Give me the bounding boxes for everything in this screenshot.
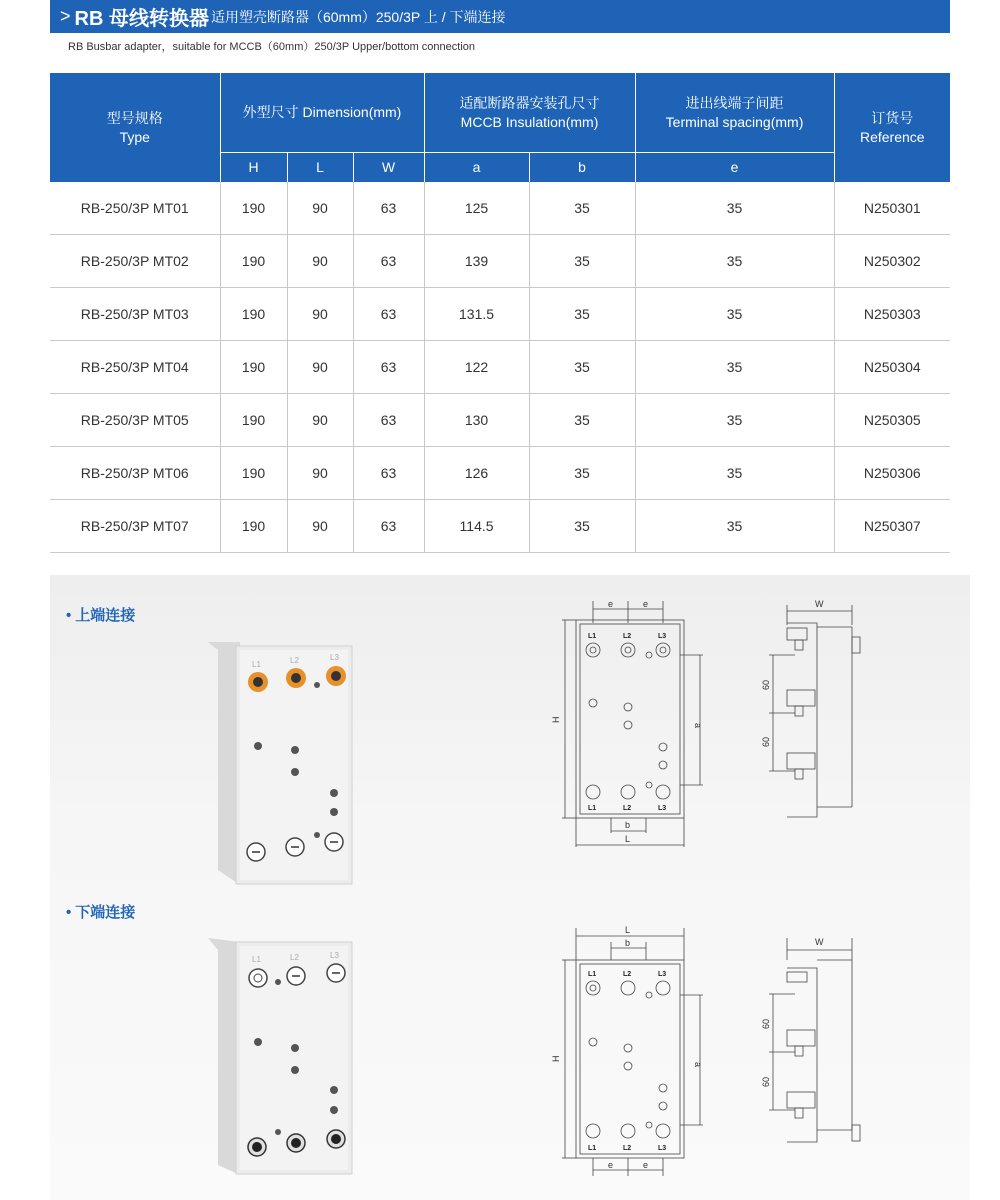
- th-type: [50, 73, 220, 182]
- th-type-en: Type: [119, 128, 150, 145]
- cell-l: 90: [287, 500, 353, 553]
- l1-label: L1: [588, 633, 597, 640]
- terminal-circle-inner: [590, 985, 596, 991]
- cell-b: 35: [529, 394, 635, 447]
- mount-hole: [275, 1129, 281, 1135]
- mount-hole: [291, 1066, 299, 1074]
- terminal-core: [291, 1138, 301, 1148]
- side-outline: [787, 623, 817, 817]
- cell-h: 190: [220, 500, 287, 553]
- cell-e: 35: [635, 182, 834, 235]
- l3-label: L3: [658, 633, 667, 640]
- outline-outer: [576, 620, 684, 818]
- cell-b: 35: [529, 447, 635, 500]
- cell-h: 190: [220, 447, 287, 500]
- dim-l-label: L: [625, 834, 631, 844]
- cell-e: 35: [635, 447, 834, 500]
- render-l1-label: L1: [252, 955, 261, 964]
- th-mccb-cn: 适配断路器安装孔尺寸: [459, 94, 600, 111]
- mount-hole: [659, 1084, 667, 1092]
- table-row: [50, 500, 950, 553]
- cell-e: 35: [635, 394, 834, 447]
- cell-h: 190: [220, 235, 287, 288]
- bullet-dot: •: [66, 904, 72, 921]
- render-l1-label: L1: [252, 660, 261, 669]
- table-row: [50, 341, 950, 394]
- dim-e-label: e: [643, 599, 649, 609]
- l2-label: L2: [623, 971, 632, 978]
- dim-b-label: b: [625, 938, 631, 948]
- cell-h: 190: [220, 394, 287, 447]
- th-terminal-en: Terminal spacing(mm): [665, 113, 804, 130]
- mount-hole: [291, 768, 299, 776]
- mount-hole: [330, 1086, 338, 1094]
- side-clip: [787, 1030, 815, 1046]
- mount-hole: [624, 721, 632, 729]
- cell-h: 190: [220, 341, 287, 394]
- cell-type: RB-250/3P MT07: [50, 500, 220, 553]
- terminal-core: [331, 671, 341, 681]
- mount-hole: [254, 1038, 262, 1046]
- terminal-circle: [656, 1124, 670, 1138]
- header-title-sub: 适用塑壳断路器（60mm）250/3P 上 / 下端连接: [210, 8, 506, 25]
- dim-l-label: L: [625, 925, 631, 935]
- side-tab: [795, 1046, 803, 1056]
- cell-type: RB-250/3P MT05: [50, 394, 220, 447]
- l3-label: L3: [658, 1145, 667, 1152]
- terminal-core: [252, 1142, 262, 1152]
- spec-table-body: [50, 182, 950, 553]
- side-drawing-upper: [755, 595, 865, 825]
- terminal-circle: [586, 643, 600, 657]
- th-dimension: [220, 73, 424, 153]
- th-type-cn: 型号规格: [106, 109, 163, 126]
- render-side: [208, 642, 240, 885]
- l3-label: L3: [658, 971, 667, 978]
- cell-w: 63: [353, 182, 424, 235]
- mount-hole: [314, 832, 320, 838]
- cell-h: 190: [220, 288, 287, 341]
- th-sub-w: W: [353, 153, 424, 183]
- mount-hole: [291, 1044, 299, 1052]
- terminal-circle: [586, 981, 600, 995]
- terminal-screw: [249, 969, 267, 987]
- header-arrow: >: [60, 6, 71, 26]
- th-terminal-cn: 进出线端子间距: [685, 94, 784, 111]
- dim-h-label: H: [551, 716, 561, 723]
- mount-hole: [330, 789, 338, 797]
- l3-label: L3: [658, 805, 667, 812]
- l2-label: L2: [623, 633, 632, 640]
- render-l3-label: L3: [330, 951, 339, 960]
- table-row: [50, 235, 950, 288]
- cell-w: 63: [353, 394, 424, 447]
- dim-e-label: e: [643, 1160, 649, 1170]
- mount-hole: [646, 1122, 652, 1128]
- mount-hole: [330, 808, 338, 816]
- section-lower-text: 下端连接: [75, 904, 136, 921]
- mount-hole: [254, 742, 262, 750]
- cell-ref: N250303: [834, 288, 950, 341]
- cell-a: 114.5: [424, 500, 529, 553]
- th-reference-en: Reference: [859, 128, 925, 145]
- side-clip: [787, 972, 807, 982]
- cell-a: 139: [424, 235, 529, 288]
- cell-e: 35: [635, 341, 834, 394]
- render-l2-label: L2: [290, 656, 299, 665]
- table-row: [50, 447, 950, 500]
- render-l2-label: L2: [290, 953, 299, 962]
- cell-l: 90: [287, 182, 353, 235]
- th-sub-h: H: [220, 153, 287, 183]
- terminal-core: [253, 677, 263, 687]
- mount-hole: [624, 703, 632, 711]
- cell-l: 90: [287, 341, 353, 394]
- side-tab: [795, 640, 803, 650]
- th-mccb-en: MCCB Insulation(mm): [460, 113, 599, 130]
- terminal-core: [331, 1134, 341, 1144]
- terminal-circle: [621, 785, 635, 799]
- l2-label: L2: [623, 1145, 632, 1152]
- cell-a: 122: [424, 341, 529, 394]
- cell-w: 63: [353, 341, 424, 394]
- side-tab: [795, 769, 803, 779]
- dim-w-label: W: [815, 937, 824, 947]
- cell-w: 63: [353, 288, 424, 341]
- side-tab: [795, 1108, 803, 1118]
- table-row: [50, 394, 950, 447]
- cell-w: 63: [353, 500, 424, 553]
- front-drawing-lower: [545, 920, 725, 1180]
- mount-hole: [275, 979, 281, 985]
- cell-l: 90: [287, 235, 353, 288]
- l1-label: L1: [588, 971, 597, 978]
- th-mccb: [424, 73, 635, 153]
- side-tab: [852, 1125, 860, 1141]
- cell-b: 35: [529, 341, 635, 394]
- dim-60-label: 60: [761, 679, 771, 690]
- outline-outer: [576, 960, 684, 1158]
- mount-hole: [589, 1038, 597, 1046]
- cell-ref: N250307: [834, 500, 950, 553]
- terminal-circle: [621, 643, 635, 657]
- dim-b-label: b: [625, 820, 631, 830]
- terminal-core: [291, 673, 301, 683]
- th-sub-e: e: [635, 153, 834, 183]
- mount-hole: [659, 743, 667, 751]
- terminal-circle: [656, 785, 670, 799]
- cell-w: 63: [353, 235, 424, 288]
- th-reference: [834, 73, 950, 182]
- th-dimension-label: 外型尺寸 Dimension(mm): [242, 104, 402, 120]
- side-clip: [787, 690, 815, 706]
- cell-a: 126: [424, 447, 529, 500]
- cell-type: RB-250/3P MT03: [50, 288, 220, 341]
- cell-a: 131.5: [424, 288, 529, 341]
- terminal-circle-inner: [625, 647, 631, 653]
- spec-table: [50, 73, 950, 553]
- cell-b: 35: [529, 288, 635, 341]
- cell-type: RB-250/3P MT02: [50, 235, 220, 288]
- outline-inner: [580, 964, 680, 1154]
- side-clip: [787, 753, 815, 769]
- th-sub-l: L: [287, 153, 353, 183]
- cell-ref: N250306: [834, 447, 950, 500]
- terminal-circle: [656, 643, 670, 657]
- side-clip: [787, 1092, 815, 1108]
- side-tab: [795, 706, 803, 716]
- cell-l: 90: [287, 447, 353, 500]
- dim-h-label: H: [551, 1055, 561, 1062]
- side-tab: [852, 637, 860, 653]
- th-sub-a: a: [424, 153, 529, 183]
- terminal-circle-inner: [660, 647, 666, 653]
- mount-hole: [330, 1106, 338, 1114]
- cell-ref: N250304: [834, 341, 950, 394]
- render-side: [208, 938, 240, 1175]
- l2-label: L2: [623, 805, 632, 812]
- terminal-circle: [586, 785, 600, 799]
- mount-hole: [624, 1062, 632, 1070]
- cell-h: 190: [220, 182, 287, 235]
- terminal-circle: [621, 1124, 635, 1138]
- cell-type: RB-250/3P MT01: [50, 182, 220, 235]
- terminal-circle: [656, 981, 670, 995]
- header-title: RB 母线转换器: [74, 8, 209, 30]
- cell-a: 130: [424, 394, 529, 447]
- cell-b: 35: [529, 235, 635, 288]
- header-subtitle: RB Busbar adapter，suitable for MCCB（60mm）250/3P Upper/bottom connection: [68, 41, 475, 53]
- section-upper-label: [66, 604, 135, 625]
- cell-type: RB-250/3P MT04: [50, 341, 220, 394]
- cell-b: 35: [529, 500, 635, 553]
- bullet-dot: •: [66, 607, 72, 624]
- mount-hole: [659, 1102, 667, 1110]
- mount-hole: [624, 1044, 632, 1052]
- terminal-circle: [586, 1124, 600, 1138]
- cell-ref: N250305: [834, 394, 950, 447]
- th-sub-b: b: [529, 153, 635, 183]
- th-terminal: [635, 73, 834, 153]
- cell-l: 90: [287, 394, 353, 447]
- l1-label: L1: [588, 805, 597, 812]
- cell-a: 125: [424, 182, 529, 235]
- front-drawing-upper: [545, 595, 725, 855]
- mount-hole: [659, 761, 667, 769]
- table-row: [50, 182, 950, 235]
- product-render-lower: [200, 930, 360, 1180]
- product-render-upper: [200, 630, 360, 890]
- side-clip: [787, 628, 807, 640]
- cell-l: 90: [287, 288, 353, 341]
- mount-hole: [646, 782, 652, 788]
- dim-a-label: a: [693, 1062, 703, 1068]
- section-upper-text: 上端连接: [75, 607, 136, 624]
- mount-hole: [314, 682, 320, 688]
- cell-e: 35: [635, 500, 834, 553]
- dim-60-label: 60: [761, 1018, 771, 1029]
- mount-hole: [291, 746, 299, 754]
- terminal-circle-inner: [590, 647, 596, 653]
- terminal-circle: [621, 981, 635, 995]
- cell-e: 35: [635, 288, 834, 341]
- dim-w-label: W: [815, 599, 824, 609]
- cell-e: 35: [635, 235, 834, 288]
- mount-hole: [589, 699, 597, 707]
- dim-e-label: e: [608, 1160, 614, 1170]
- cell-w: 63: [353, 447, 424, 500]
- dim-60-label: 60: [761, 1076, 771, 1087]
- header-bar: [50, 0, 950, 33]
- mount-hole: [646, 992, 652, 998]
- cell-ref: N250301: [834, 182, 950, 235]
- th-reference-cn: 订货号: [871, 109, 914, 126]
- cell-type: RB-250/3P MT06: [50, 447, 220, 500]
- render-l3-label: L3: [330, 653, 339, 662]
- cell-ref: N250302: [834, 235, 950, 288]
- cell-b: 35: [529, 182, 635, 235]
- section-lower-label: [66, 901, 135, 922]
- dim-e-label: e: [608, 599, 614, 609]
- dim-60-label: 60: [761, 736, 771, 747]
- side-drawing-lower: [755, 930, 865, 1150]
- dim-a-label: a: [693, 723, 703, 729]
- l1-label: L1: [588, 1145, 597, 1152]
- table-row: [50, 288, 950, 341]
- mount-hole: [646, 652, 652, 658]
